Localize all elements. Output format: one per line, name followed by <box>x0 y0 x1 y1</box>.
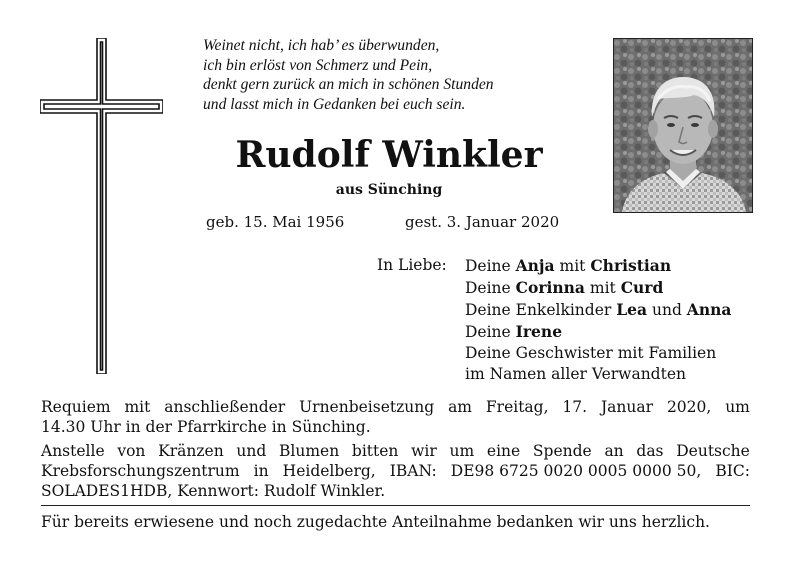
requiem-notice <box>41 397 750 437</box>
donation-line <box>41 461 750 481</box>
word: Heidelberg, <box>282 462 376 480</box>
requiem-line <box>41 397 750 417</box>
poem-line: Weinet nicht, ich hab’ es überwunden, <box>203 37 440 54</box>
family-label: In Liebe: <box>377 256 447 274</box>
word: Blumen <box>279 442 340 460</box>
word: Kränzen <box>158 442 224 460</box>
death-date: gest. 3. Januar 2020 <box>405 213 560 231</box>
word: an <box>604 442 624 460</box>
family-line: Deine Enkelkinder Lea und Anna <box>465 300 732 319</box>
donation-line: SOLADES1HDB, Kennwort: Rudolf Winkler. <box>41 482 386 500</box>
word: mit <box>124 398 151 416</box>
word: Requiem <box>41 398 111 416</box>
family-line: Deine Corinna mit Curd <box>465 278 664 297</box>
family-line: Deine Geschwister mit Familien <box>465 344 717 362</box>
word: anschließender <box>164 398 286 416</box>
thanks-note: Für bereits erwiesene und noch zugedachte Anteilnahme bedanken wir uns herzlich. <box>41 513 710 531</box>
word: das <box>636 442 664 460</box>
deceased-name: Rudolf Winkler <box>235 134 543 176</box>
word: DE98 6725 0020 0005 0000 50, <box>450 462 702 480</box>
word: in <box>253 462 269 480</box>
donation-notice <box>41 441 750 501</box>
word: Anstelle <box>41 442 105 460</box>
cross-icon <box>40 38 163 374</box>
word: von <box>117 442 146 460</box>
family-line: Deine Anja mit Christian <box>465 256 672 275</box>
family-list <box>465 255 731 385</box>
divider <box>41 505 750 506</box>
family-line: Deine Irene <box>465 322 563 341</box>
donation-line <box>41 441 750 461</box>
word: BIC: <box>715 462 750 480</box>
portrait-photo <box>613 38 753 213</box>
portrait-image <box>614 39 752 212</box>
word: bitten <box>351 442 399 460</box>
word: Urnenbeisetzung <box>299 398 435 416</box>
word: und <box>236 442 267 460</box>
requiem-line: 14.30 Uhr in der Pfarrkirche in Sünching. <box>41 418 371 436</box>
poem <box>203 36 603 114</box>
family-line: im Namen aller Verwandten <box>465 365 686 383</box>
word: eine <box>486 442 521 460</box>
word: um <box>725 398 750 416</box>
word: 17. <box>562 398 588 416</box>
birth-date: geb. 15. Mai 1956 <box>206 213 345 231</box>
deceased-place: aus Sünching <box>335 182 443 198</box>
poem-line: und lasst mich in Gedanken bei euch sein. <box>203 95 466 113</box>
poem-line: denkt gern zurück an mich in schönen Stunden <box>203 76 494 93</box>
word: Januar <box>600 398 654 416</box>
word: am <box>448 398 473 416</box>
word: IBAN: <box>389 462 437 480</box>
word: Deutsche <box>676 442 750 460</box>
word: um <box>449 442 475 460</box>
poem-line: ich bin erlöst von Schmerz und Pein, <box>203 56 433 74</box>
word: 2020, <box>666 398 712 416</box>
word: wir <box>411 442 437 460</box>
word: Freitag, <box>485 398 549 416</box>
word: Krebsforschungszentrum <box>41 462 240 480</box>
word: Spende <box>532 442 592 460</box>
